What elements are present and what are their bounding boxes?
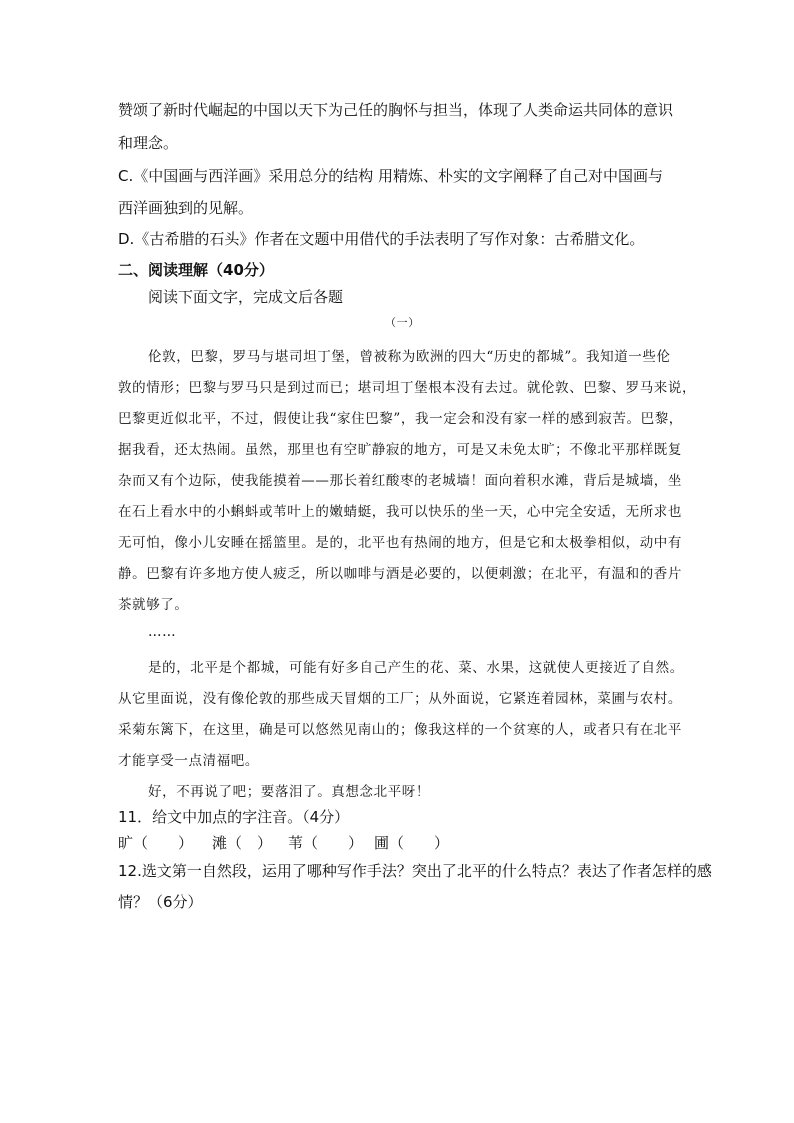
passage-p1-line: 伦敦，巴黎，罗马与堪司坦丁堡，曾被称为欧洲的四大“历史的都城”。我知道一些伦 [148, 349, 671, 365]
passage-p2-line: 从它里面说，没有像伦敦的那些成天冒烟的工厂；从外面说，它紧连着园林，菜圃与农村。 [118, 691, 682, 707]
passage-p1-line: 茶就够了。 [118, 597, 189, 613]
passage-p1-line: 据我看，还太热闹。虽然，那里也有空旷静寂的地方，可是又未免太旷；不像北平那样既复 [118, 442, 682, 458]
blank-tan: 滩（ ） [212, 834, 273, 852]
passage-ellipsis: …… [148, 624, 177, 640]
option-c-line-2: 西洋画独到的见解。 [118, 199, 254, 217]
passage-p1-line: 敦的情形；巴黎与罗马只是到过而已；堪司坦丁堡根本没有去过。就伦敦、巴黎、罗马来说， [118, 380, 697, 396]
passage-p1-line: 巴黎更近似北平，不过，假使让我“家住巴黎”，我一定会和没有家一样的感到寂苦。巴黎， [118, 411, 683, 427]
passage-closing: 好，不再说了吧；要落泪了。真想念北平呀！ [148, 784, 430, 800]
passage-p2-line: 采菊东篱下，在这里，确是可以悠然见南山的；像我这样的一个贫寒的人，或者只有在北平 [118, 722, 682, 738]
question-11: 11．给文中加点的字注音。（4分） [118, 808, 350, 826]
passage-p2-line: 才能享受一点清福吧。 [118, 753, 259, 769]
option-b-line-2: 和理念。 [118, 134, 179, 152]
blank-wei: 苇（ ） [288, 834, 364, 852]
question-12-line-1: 12.选文第一自然段，运用了哪种写作手法？突出了北平的什么特点？表达了作者怎样的感 [118, 862, 712, 880]
blank-kuang: 旷（ ） [118, 834, 194, 852]
passage-p1-line: 静。巴黎有许多地方使人疲乏，所以咖啡与酒是必要的，以便刺激；在北平，有温和的香片 [118, 566, 682, 582]
section-instruction: 阅读下面文字，完成文后各题 [148, 288, 344, 306]
option-d-line-1: D.《古希腊的石头》作者在文题中用借代的手法表明了写作对象：古希腊文化。 [118, 230, 645, 248]
section-heading: 二、阅读理解（40分） [118, 261, 274, 279]
option-c-line-1: C.《中国画与西洋画》采用总分的结构 用精炼、朴实的文字阐释了自己对中国画与 [118, 167, 664, 185]
option-b-line-1: 赞颂了新时代崛起的中国以天下为己任的胸怀与担当，体现了人类命运共同体的意识 [118, 101, 674, 119]
passage-p2-line: 是的，北平是个都城，可能有好多自己产生的花、菜、水果，这就使人更接近了自然。 [148, 660, 684, 676]
blank-pu: 圃（ ） [374, 834, 450, 852]
question-11-blanks [118, 832, 449, 853]
part-label: （一） [385, 316, 420, 329]
question-12-line-2: 情？（6分） [118, 893, 203, 911]
passage-p1-line: 在石上看水中的小蝌蚪或苇叶上的嫩蜻蜓，我可以快乐的坐一天，心中完全安适，无所求也 [118, 504, 682, 520]
passage-p1-line: 无可怕，像小儿安睡在摇篮里。是的，北平也有热闹的地方，但是它和太极拳相似，动中有 [118, 535, 682, 551]
passage-p1-line: 杂而又有个边际，使我能摸着——那长着红酸枣的老城墙！面向着积水滩，背后是城墙，坐 [118, 473, 682, 489]
